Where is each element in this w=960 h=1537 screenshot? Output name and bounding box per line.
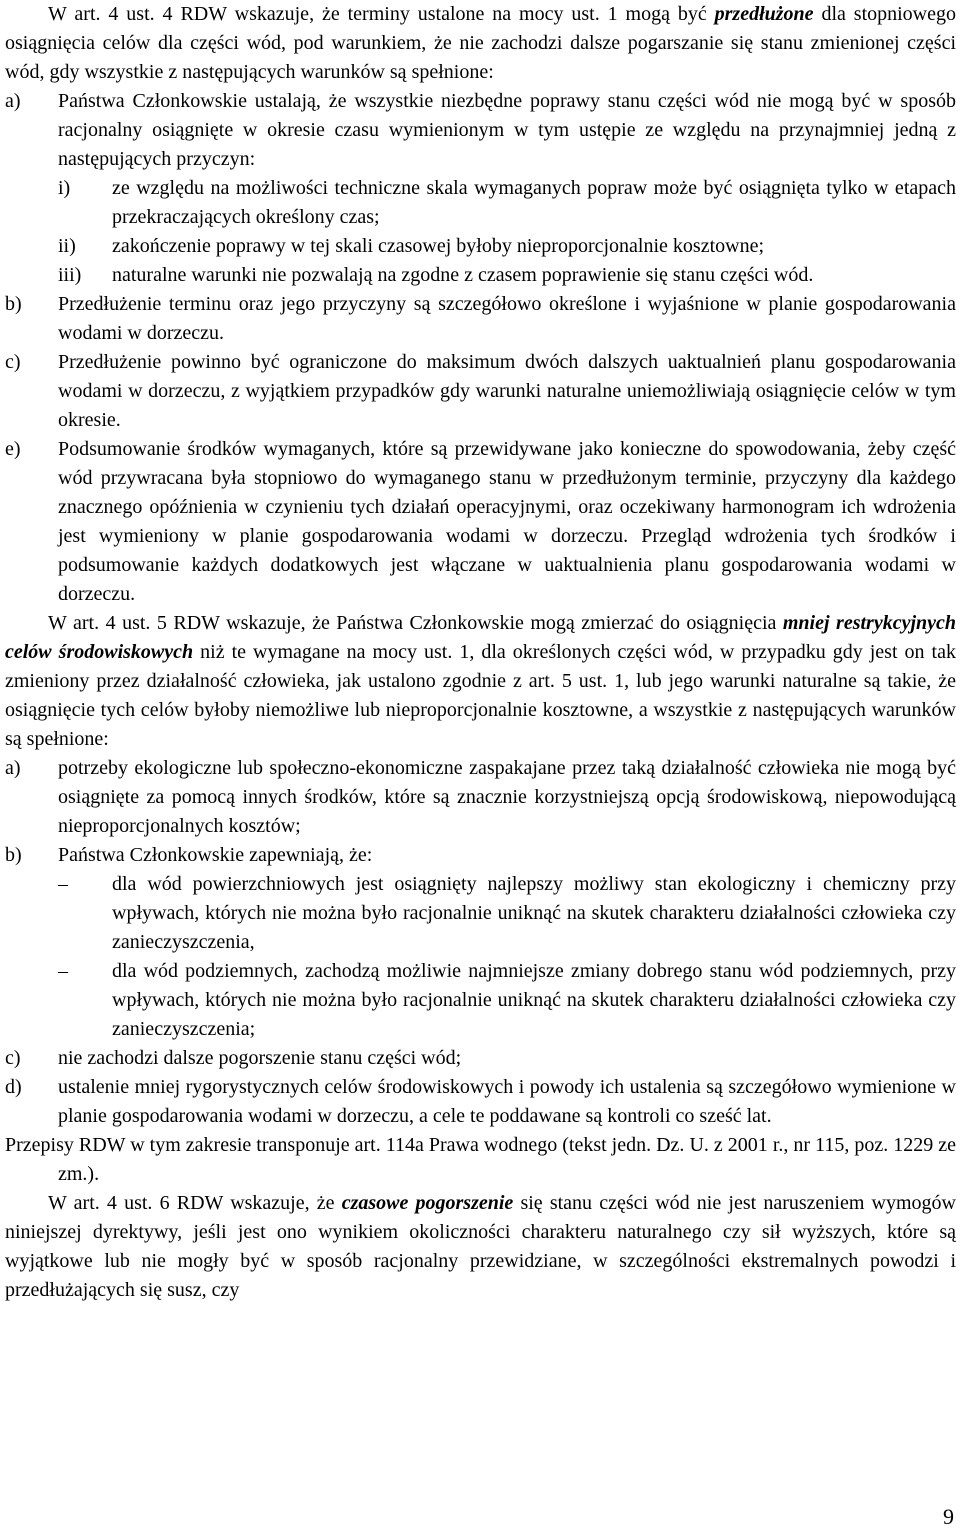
text-run: W art. 4 ust. 6 RDW wskazuje, że: [48, 1192, 342, 1214]
dash-bullet: –: [58, 960, 68, 982]
list-item: [5, 290, 956, 348]
dash-list-item-text: dla wód powierzchniowych jest osiągnięty najlepszy możliwy stan ekologiczny i chemiczny przy wpływach, których nie można było racjonalnie uniknąć na skutek charakteru działalności człowieka czy zanieczyszczenia,: [112, 873, 956, 953]
text-run: dla stopniowego osiągnięcia celów dla części wód, pod warunkiem, że nie zachodzi dalsze pogarszanie się stanu zmienionej części wód, gdy wszystkie z następujących warunków są spełnione:: [5, 3, 956, 83]
list-item-label: c): [5, 1047, 21, 1069]
list-item-text: Przedłużenie terminu oraz jego przyczyny są szczegółowo określone i wyjaśnione w planie gospodarowania wodami w dorzeczu.: [58, 293, 956, 344]
emphasis-term: mniej restrykcyjnych celów środowiskowych: [5, 612, 957, 663]
text-run: W art. 4 ust. 4 RDW wskazuje, że terminy ustalone na mocy ust. 1 mogą być: [48, 3, 715, 25]
list-item: [5, 348, 956, 435]
list-item-label: a): [5, 757, 21, 779]
document-page: [5, 0, 956, 1305]
sub-list-item: [5, 174, 956, 232]
paragraph-transposition: [5, 1131, 956, 1189]
list-item-text: Państwa Członkowskie ustalają, że wszystkie niezbędne poprawy stanu części wód nie mogą być w sposób racjonalny osiągnięte w okresie czasu wymienionym w tym ustępie ze względu na przynajmniej jedną z następujących przyczyn:: [58, 90, 956, 170]
sub-list-item-text: naturalne warunki nie pozwalają na zgodne z czasem poprawienie się stanu części wód.: [112, 264, 814, 286]
list-item-label: d): [5, 1076, 22, 1098]
sub-list-item: [5, 232, 956, 261]
list-item: [5, 1044, 956, 1073]
paragraph-art4-ust6: [5, 1189, 956, 1305]
text-run: Przepisy RDW w tym zakresie transponuje art. 114a Prawa wodnego (tekst jedn. Dz. U. z 2001 r., nr 115, poz. 1229 ze zm.).: [5, 1134, 956, 1185]
list-item-text: Przedłużenie powinno być ograniczone do maksimum dwóch dalszych uaktualnień planu gospodarowania wodami w dorzeczu, z wyjątkiem przypadków gdy warunki naturalne uniemożliwiają osiągnięcie celów w tym okresie.: [58, 351, 956, 431]
paragraph-art4-ust4: [5, 0, 956, 87]
text-run: niż te wymagane na mocy ust. 1, dla określonych części wód, w przypadku gdy jest on tak zmieniony przez działalność człowieka, jak ustalono zgodnie z art. 5 ust. 1, lub jego warunki naturalne są takie, że osiągnięcie tych celów byłoby niemożliwe lub nieproporcjonalnie kosztowne, a wszystkie z następujących warunków są spełnione:: [5, 641, 956, 750]
list-item-label: e): [5, 438, 21, 460]
page-number: 9: [943, 1504, 954, 1529]
sub-list-item: [5, 261, 956, 290]
list-item-label: c): [5, 351, 21, 373]
list-item-text: Podsumowanie środków wymaganych, które są przewidywane jako konieczne do spowodowania, żeby część wód przywracana była stopniowo do wymaganego stanu w przedłużonym terminie, przyczyny dla każdego znacznego opóźnienia w czynieniu tych działań operacyjnymi, oraz oczekiwany harmonogram ich wdrożenia jest wymieniony w planie gospodarowania wodami w dorzeczu. Przegląd wdrożenia tych środków i podsumowanie każdych dodatkowych jest włączane w uaktualnienia planu gospodarowania wodami w dorzeczu.: [58, 438, 956, 605]
sub-list-item-label: ii): [58, 235, 76, 257]
list-item: [5, 87, 956, 174]
list-item-label: b): [5, 844, 22, 866]
conditions-list-ust5: [5, 754, 956, 1131]
sub-list-item-text: zakończenie poprawy w tej skali czasowej byłoby nieproporcjonalnie kosztowne;: [112, 235, 765, 257]
list-item: [5, 841, 956, 870]
list-item-text: ustalenie mniej rygorystycznych celów środowiskowych i powody ich ustalenia są szczegółowo wymienione w planie gospodarowania wodami w dorzeczu, a cele te poddawane są kontroli co sześć lat.: [58, 1076, 956, 1127]
dash-list-item: [5, 957, 956, 1044]
list-item-label: a): [5, 90, 21, 112]
list-item-label: b): [5, 293, 22, 315]
list-item: [5, 1073, 956, 1131]
list-item: [5, 435, 956, 609]
paragraph-art4-ust5: [5, 609, 956, 754]
emphasis-term: czasowe pogorszenie: [341, 1192, 514, 1214]
list-item-text: potrzeby ekologiczne lub społeczno-ekonomiczne zaspakajane przez taką działalność człowieka nie mogą być osiągnięte za pomocą innych środków, które są znacznie korzystniejszą opcją środowiskową, niepowodującą nieproporcjonalnych kosztów;: [58, 757, 956, 837]
sub-list-item-label: i): [58, 177, 71, 199]
list-item-text: nie zachodzi dalsze pogorszenie stanu części wód;: [58, 1047, 462, 1069]
dash-bullet: –: [58, 873, 68, 895]
text-run: się stanu części wód nie jest naruszeniem wymogów niniejszej dyrektywy, jeśli jest ono wynikiem okoliczności charakteru naturalnego czy sił wyższych, które są wyjątkowe lub nie mogły być w sposób racjonalny przewidziane, w szczególności ekstremalnych powodzi i przedłużających się susz, czy: [5, 1192, 956, 1301]
text-run: W art. 4 ust. 5 RDW wskazuje, że Państwa Członkowskie mogą zmierzać do osiągnięcia: [48, 612, 783, 634]
dash-list-item-text: dla wód podziemnych, zachodzą możliwie najmniejsze zmiany dobrego stanu wód podziemnych, przy wpływach, których nie można było racjonalnie uniknąć na skutek charakteru działalności człowieka czy zanieczyszczenia;: [112, 960, 956, 1040]
dash-list-item: [5, 870, 956, 957]
list-item: [5, 754, 956, 841]
list-item-text: Państwa Członkowskie zapewniają, że:: [58, 844, 373, 866]
sub-list-item-label: iii): [58, 264, 82, 286]
conditions-list-ust4: [5, 87, 956, 609]
emphasis-term: przedłużone: [714, 3, 814, 25]
sub-list-item-text: ze względu na możliwości techniczne skala wymaganych popraw może być osiągnięta tylko w etapach przekraczających określony czas;: [112, 177, 956, 228]
